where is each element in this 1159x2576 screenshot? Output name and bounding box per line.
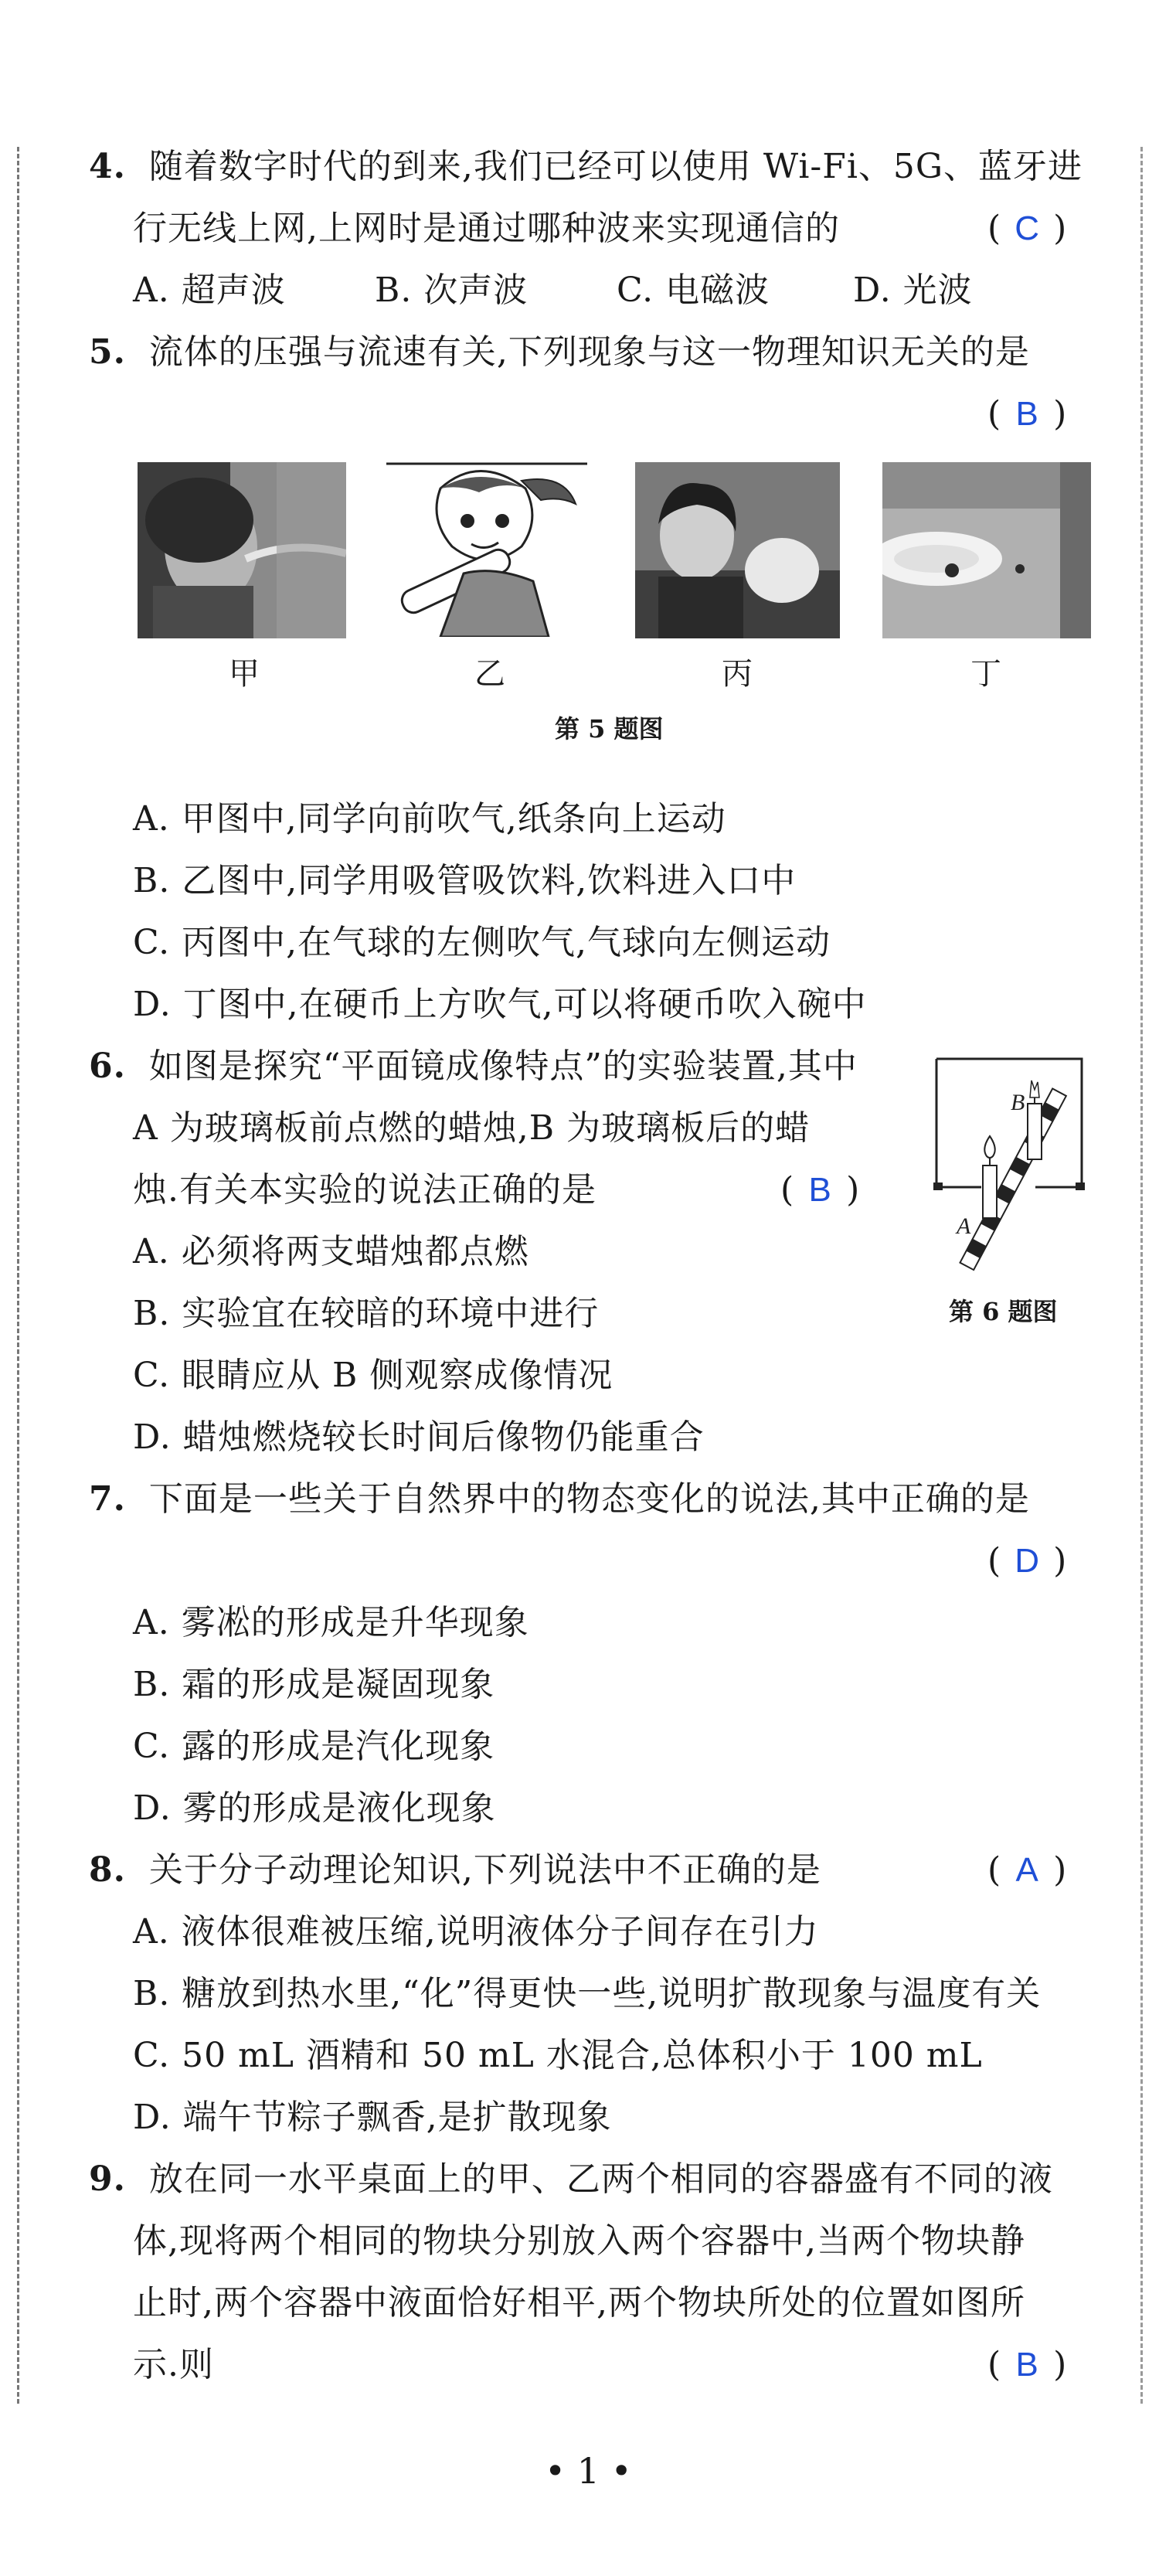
q6-answer-letter: B <box>808 1171 831 1209</box>
q4-option-b: B. 次声波 <box>375 271 529 310</box>
q6-number: 6. <box>89 1046 126 1086</box>
q9-stem-line1 <box>89 2158 1053 2201</box>
q5-label-bing: 丙 <box>722 656 753 692</box>
q8-option-b: B. 糖放到热水里,“化”得更快一些,说明扩散现象与温度有关 <box>133 1974 1042 2013</box>
page-number: • 1 • <box>545 2450 632 2492</box>
q4-option-c: C. 电磁波 <box>617 271 770 310</box>
q6-option-d: D. 蜡烛燃烧较长时间后像物仍能重合 <box>133 1417 705 1457</box>
q7-answer-letter: D <box>1015 1542 1040 1580</box>
q6-stem-line3: 烛.有关本实验的说法正确的是 <box>133 1170 596 1210</box>
q4-answer: ( C ) <box>987 207 1066 250</box>
q8-option-c: C. 50 mL 酒精和 50 mL 水混合,总体积小于 100 mL <box>133 2036 983 2075</box>
q8-answer-letter: A <box>1015 1851 1038 1889</box>
q8-option-a: A. 液体很难被压缩,说明液体分子间存在引力 <box>133 1912 819 1952</box>
q8-answer: ( A ) <box>987 1849 1066 1892</box>
q6-option-a: A. 必须将两支蜡烛都点燃 <box>133 1232 529 1271</box>
q9-stem-line3: 止时,两个容器中液面恰好相平,两个物块所处的位置如图所 <box>133 2283 1025 2322</box>
q8-text-1: 关于分子动理论知识,下列说法中不正确的是 <box>148 1850 821 1890</box>
q9-stem-line2: 体,现将两个相同的物块分别放入两个容器中,当两个物块静 <box>133 2221 1025 2261</box>
q9-answer: ( B ) <box>987 2343 1066 2387</box>
q7-option-a: A. 雾凇的形成是升华现象 <box>133 1603 529 1642</box>
q5-drawing-yi <box>386 458 587 637</box>
q9-stem-line4: 示.则 <box>133 2345 214 2384</box>
q7-number: 7. <box>89 1479 126 1519</box>
q6-figure <box>927 1050 1097 1281</box>
q6-answer: ( B ) <box>780 1169 859 1212</box>
q5-label-yi: 乙 <box>474 656 505 692</box>
q6-stem-line2: A 为玻璃板前点燃的蜡烛,B 为玻璃板后的蜡 <box>133 1108 811 1148</box>
q5-label-jia: 甲 <box>229 656 260 692</box>
q4-text-1: 随着数字时代的到来,我们已经可以使用 Wi-Fi、5G、蓝牙进 <box>148 147 1083 186</box>
q4-option-d: D. 光波 <box>853 271 973 310</box>
q4-number: 4. <box>89 147 126 186</box>
q7-option-d: D. 雾的形成是液化现象 <box>133 1788 496 1828</box>
q4-option-a: A. 超声波 <box>133 271 286 310</box>
q9-answer-letter: B <box>1015 2346 1038 2384</box>
q8-option-d: D. 端午节粽子飘香,是扩散现象 <box>133 2098 612 2137</box>
q7-option-b: B. 霜的形成是凝固现象 <box>133 1665 495 1704</box>
q4-stem-line1 <box>89 145 1083 189</box>
q9-number: 9. <box>89 2159 126 2199</box>
q5-option-b: B. 乙图中,同学用吸管吸饮料,饮料进入口中 <box>133 861 797 900</box>
q7-stem-line1 <box>89 1478 1030 1521</box>
q6-option-b: B. 实验宜在较暗的环境中进行 <box>133 1294 600 1333</box>
q8-stem-line1 <box>89 1849 821 1892</box>
q6-label-b: B <box>1011 1090 1025 1115</box>
q8-number: 8. <box>89 1850 126 1890</box>
q5-photo-jia <box>138 462 346 638</box>
q5-photo-ding <box>882 462 1091 638</box>
q4-stem-line2: 行无线上网,上网时是通过哪种波来实现通信的 <box>133 209 840 248</box>
q6-figure-caption: 第 6 题图 <box>949 1297 1058 1326</box>
q5-number: 5. <box>89 332 126 372</box>
left-margin-dashed-line <box>17 147 19 2404</box>
q6-option-c: C. 眼睛应从 B 侧观察成像情况 <box>133 1356 613 1395</box>
q4-answer-letter: C <box>1015 209 1040 247</box>
q5-answer-letter: B <box>1015 395 1038 433</box>
q7-answer: ( D ) <box>987 1540 1066 1583</box>
q5-option-c: C. 丙图中,在气球的左侧吹气,气球向左侧运动 <box>133 923 831 962</box>
q5-text-1: 流体的压强与流速有关,下列现象与这一物理知识无关的是 <box>148 332 1030 372</box>
q5-option-d: D. 丁图中,在硬币上方吹气,可以将硬币吹入碗中 <box>133 985 867 1024</box>
q7-option-c: C. 露的形成是汽化现象 <box>133 1727 495 1766</box>
q5-figure-caption: 第 5 题图 <box>555 714 664 744</box>
q5-option-a: A. 甲图中,同学向前吹气,纸条向上运动 <box>133 799 726 839</box>
q6-label-a: A <box>957 1213 971 1239</box>
q5-answer: ( B ) <box>987 393 1066 436</box>
q9-text-1: 放在同一水平桌面上的甲、乙两个相同的容器盛有不同的液 <box>148 2159 1053 2199</box>
right-margin-dashed-line <box>1140 147 1143 2404</box>
q5-label-ding: 丁 <box>970 656 1001 692</box>
q6-text-1: 如图是探究“平面镜成像特点”的实验装置,其中 <box>148 1046 858 1086</box>
q5-stem-line1 <box>89 331 1030 374</box>
q7-text-1: 下面是一些关于自然界中的物态变化的说法,其中正确的是 <box>148 1479 1030 1519</box>
q6-stem-line1 <box>89 1045 858 1088</box>
q5-photo-bing <box>635 462 840 638</box>
